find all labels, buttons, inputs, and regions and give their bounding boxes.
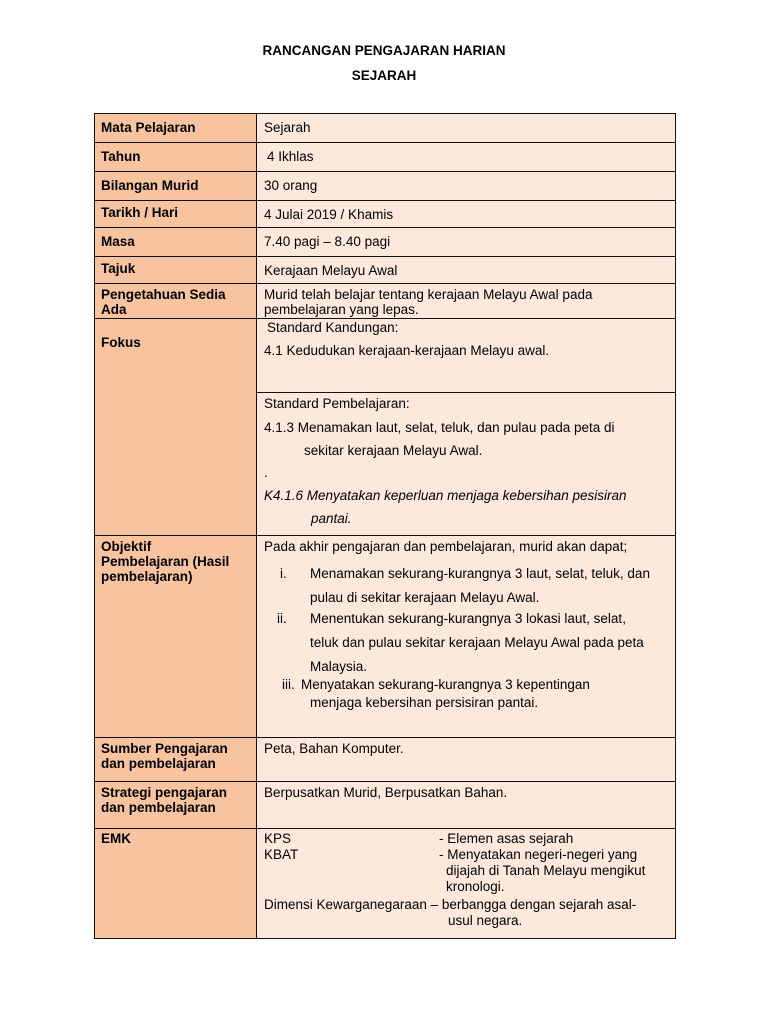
sp-heading: Standard Pembelajaran: xyxy=(264,396,410,411)
label-pengetahuan-line-2: Ada xyxy=(101,302,127,317)
row-bilangan-murid xyxy=(95,172,676,201)
label-sumber-line-2: dan pembelajaran xyxy=(101,756,216,771)
emk-kbat-2 xyxy=(264,863,670,879)
label-tahun: Tahun xyxy=(95,143,257,172)
value-pengetahuan-line-1: Murid telah belajar tentang kerajaan Melayu Awal pada xyxy=(264,287,593,302)
label-pengetahuan xyxy=(95,284,257,319)
objektif-intro: Pada akhir pengajaran dan pembelajaran, murid akan dapat; xyxy=(264,539,628,554)
page-title: RANCANGAN PENGAJARAN HARIAN xyxy=(262,43,506,58)
emk-dimensi-line-1: Dimensi Kewarganegaraan – berbangga dengan sejarah asal- xyxy=(264,897,637,912)
objektif-item-2-line-2: teluk dan pulau sekitar kerajaan Melayu Awal pada peta xyxy=(310,635,644,650)
row-tarikh-hari xyxy=(95,201,676,228)
objektif-item-1-num: i. xyxy=(280,566,287,581)
row-strategi xyxy=(95,782,676,829)
objektif-item-2-num: ii. xyxy=(277,611,287,626)
value-tahun xyxy=(257,143,676,172)
row-masa xyxy=(95,228,676,257)
emk-kps-label: KPS xyxy=(264,831,292,846)
k-item-line-1: K4.1.6 Menyatakan keperluan menjaga kebersihan pesisiran xyxy=(264,488,627,503)
label-objektif-line-1: Objektif xyxy=(101,539,152,554)
label-masa: Masa xyxy=(95,228,257,257)
sk-item: 4.1 Kedudukan kerajaan-kerajaan Melayu awal. xyxy=(264,343,550,358)
label-strategi xyxy=(95,782,257,829)
value-standard-kandungan xyxy=(257,319,676,393)
label-sumber xyxy=(95,738,257,782)
lesson-plan-table xyxy=(94,113,676,939)
row-sumber xyxy=(95,738,676,782)
label-objektif xyxy=(95,536,257,738)
label-tarikh-hari: Tarikh / Hari xyxy=(95,201,257,228)
value-bilangan-murid: 30 orang xyxy=(257,172,676,201)
objektif-item-2-line-3: Malaysia. xyxy=(310,659,368,674)
emk-kbat-3 xyxy=(264,879,670,895)
value-pengetahuan-line-2: pembelajaran yang lepas. xyxy=(264,302,419,317)
emk-dimensi-line-2: usul negara. xyxy=(448,913,523,928)
sk-heading: Standard Kandungan: xyxy=(267,320,399,335)
label-sumber-line-1: Sumber Pengajaran xyxy=(101,741,228,756)
label-emk: EMK xyxy=(95,829,257,939)
sp-item-line-1: 4.1.3 Menamakan laut, selat, teluk, dan pulau pada peta di xyxy=(264,420,615,435)
value-masa: 7.40 pagi – 8.40 pagi xyxy=(257,228,676,257)
row-tajuk xyxy=(95,257,676,284)
emk-kps-value: - Elemen asas sejarah xyxy=(439,831,574,846)
objektif-item-1 xyxy=(264,566,670,605)
label-fokus: Fokus xyxy=(95,319,257,536)
value-objektif xyxy=(257,536,676,738)
row-fokus-sk xyxy=(95,319,676,393)
value-sumber: Peta, Bahan Komputer. xyxy=(257,738,676,782)
emk-kbat-value-2: dijajah di Tanah Melayu mengikut xyxy=(446,863,646,878)
objektif-item-3-line-1: Menyatakan sekurang-kurangnya 3 kepentingan xyxy=(301,677,590,692)
label-tajuk: Tajuk xyxy=(95,257,257,284)
emk-kbat-value-3: kronologi. xyxy=(446,879,505,894)
label-objektif-line-3: pembelajaran) xyxy=(101,569,193,584)
row-mata-pelajaran xyxy=(95,114,676,143)
page-subtitle: SEJARAH xyxy=(351,68,417,83)
label-mata-pelajaran: Mata Pelajaran xyxy=(95,114,257,143)
row-pengetahuan xyxy=(95,284,676,319)
k-item-line-2: pantai. xyxy=(311,511,352,526)
emk-kbat-label: KBAT xyxy=(264,847,299,862)
label-strategi-line-2: dan pembelajaran xyxy=(101,800,216,815)
label-bilangan-murid: Bilangan Murid xyxy=(95,172,257,201)
label-pengetahuan-line-1: Pengetahuan Sedia xyxy=(101,287,226,302)
emk-kps xyxy=(264,831,670,847)
objektif-item-1-line-2: pulau di sekitar kerajaan Melayu Awal. xyxy=(310,590,540,605)
value-mata-pelajaran: Sejarah xyxy=(257,114,676,143)
sp-item-line-2: sekitar kerajaan Melayu Awal. xyxy=(304,443,483,458)
value-emk xyxy=(257,829,676,939)
value-tahun-text: 4 Ikhlas xyxy=(267,149,314,164)
emk-kbat-value-1: - Menyatakan negeri-negeri yang xyxy=(439,847,638,862)
value-tajuk: Kerajaan Melayu Awal xyxy=(257,257,676,284)
row-tahun xyxy=(95,143,676,172)
objektif-item-2-line-1: Menentukan sekurang-kurangnya 3 lokasi laut, selat, xyxy=(310,611,626,626)
label-strategi-line-1: Strategi pengajaran xyxy=(101,785,228,800)
emk-kbat xyxy=(264,847,670,863)
row-emk xyxy=(95,829,676,939)
sp-dot: . xyxy=(264,465,268,480)
objektif-item-3-line-2: menjaga kebersihan persisiran pantai. xyxy=(310,695,539,710)
value-tarikh-hari: 4 Julai 2019 / Khamis xyxy=(257,201,676,228)
objektif-item-2 xyxy=(264,611,670,674)
value-strategi: Berpusatkan Murid, Berpusatkan Bahan. xyxy=(257,782,676,829)
objektif-item-1-line-1: Menamakan sekurang-kurangnya 3 laut, selat, teluk, dan xyxy=(310,566,650,581)
row-objektif xyxy=(95,536,676,738)
value-standard-pembelajaran xyxy=(257,393,676,536)
objektif-item-3-num: iii. xyxy=(282,677,295,692)
objektif-item-3 xyxy=(264,677,670,710)
label-objektif-line-2: Pembelajaran (Hasil xyxy=(101,554,230,569)
value-pengetahuan xyxy=(257,284,676,319)
